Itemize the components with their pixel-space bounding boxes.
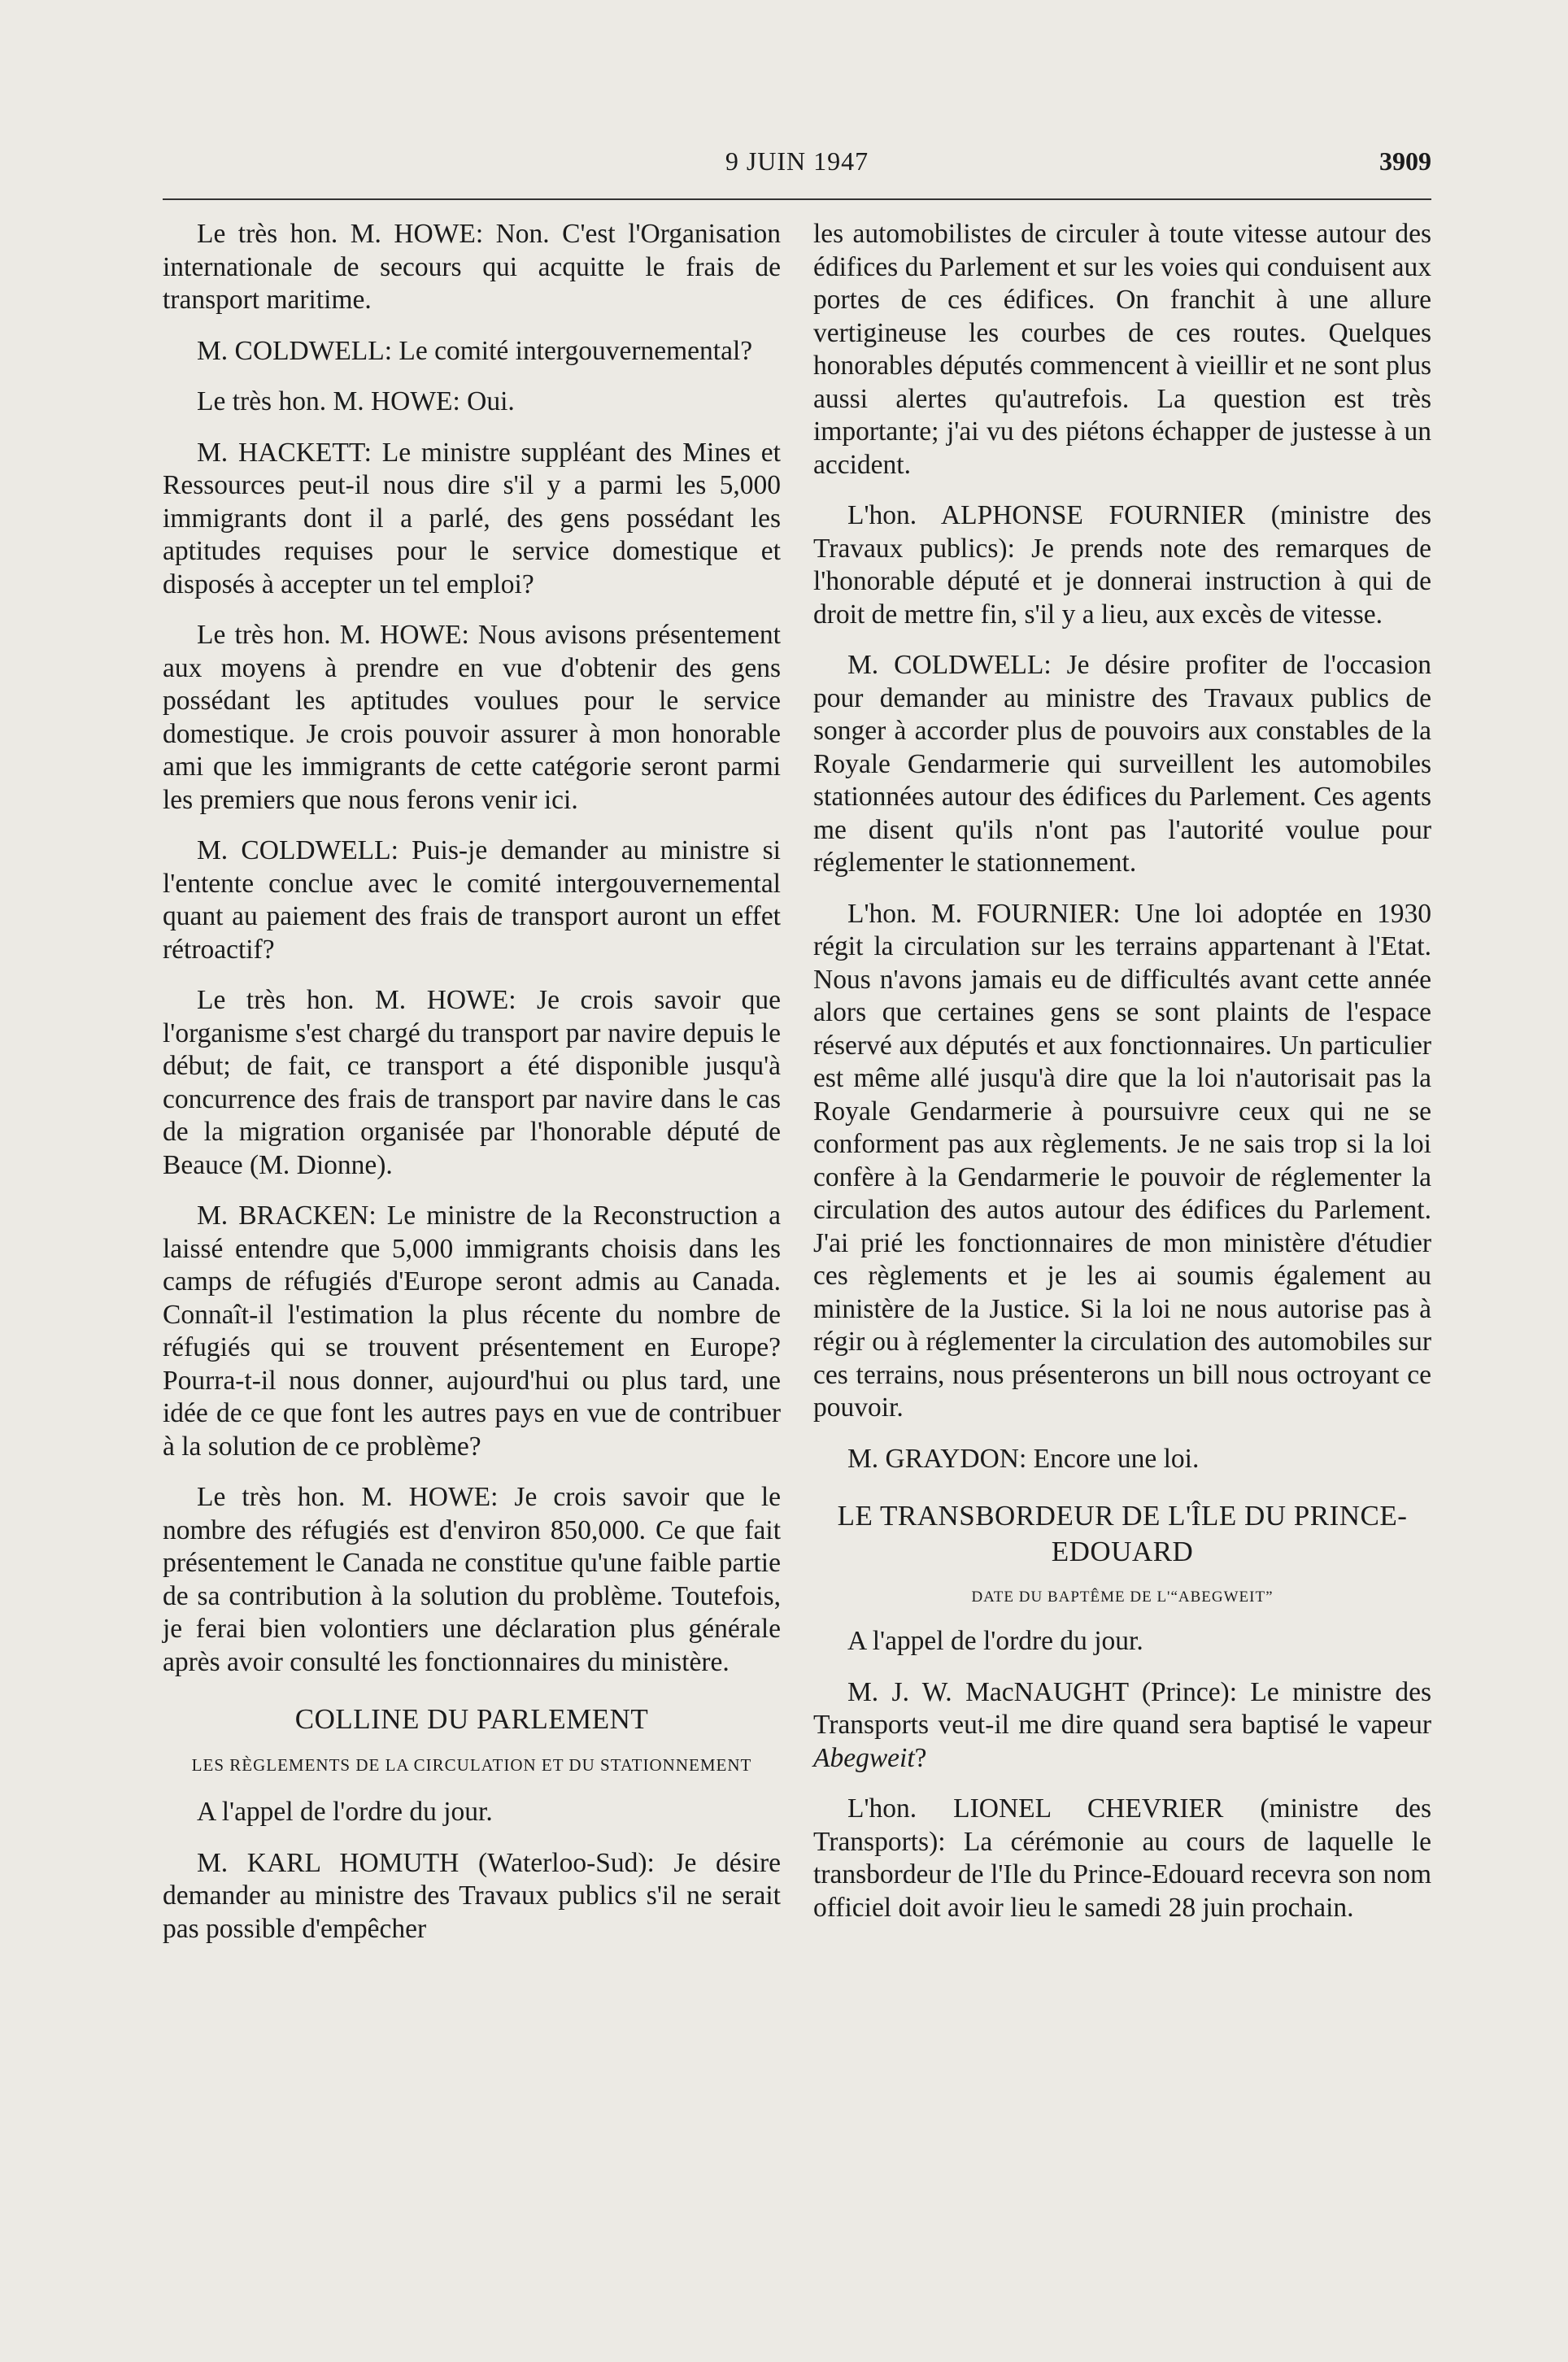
page-number: 3909 (1379, 146, 1431, 176)
paragraph: Le très hon. M. HOWE: Je crois savoir que l'organisme s'est chargé du transport par navire depuis le début; de fait, ce transport a été disponible jusqu'à concurrence des frais de transport par navire dans le cas de la migration organisée par l'honorable député de Beauce (M. Dionne). (163, 985, 781, 1180)
page-header (163, 146, 1431, 187)
paragraph: M. KARL HOMUTH (Waterloo-Sud): Je désire demander au ministre des Travaux publics s'il ne serait pas possible d'empêcher (163, 1847, 781, 1944)
paragraph: les automobilistes de circuler à toute vitesse autour des édifices du Parlement et sur les voies qui conduisent aux portes de ces édifices. On franchit à une allure vertigineuse les courbes de ces routes. Quelques honorables députés commencent à vieillir et ne sont plus aussi alertes qu'autrefois. La question est très importante; j'ai vu des piétons échapper de justesse à un accident. (813, 219, 1431, 480)
paragraph-text: M. J. W. MacNAUGHT (Prince): Le ministre des Transports veut-il me dire quand sera baptisé le vapeur (813, 1676, 1431, 1740)
section-heading: LE TRANSBORDEUR DE L'ÎLE DU PRINCE-EDOUARD (837, 1500, 1408, 1567)
paragraph: Le très hon. M. HOWE: Je crois savoir que le nombre des réfugiés est d'environ 850,000. Ce que fait présentement le Canada ne constitue qu'une faible partie de sa contribution à la solution du problème. Toutefois, je ferai bien volontiers une déclaration plus générale après avoir consulté les fonctionnaires du ministère. (163, 1482, 781, 1677)
paragraph: M. COLDWELL: Puis-je demander au ministre si l'entente conclue avec le comité intergouvernemental quant au paiement des frais de transport auront un effet rétroactif? (163, 835, 781, 965)
paragraph: M. COLDWELL: Le comité intergouvernemental? (197, 335, 753, 366)
ship-name: Abegweit (813, 1742, 915, 1773)
section-subheading: DATE DU BAPTÊME DE L'“ABEGWEIT” (971, 1588, 1274, 1606)
paragraph: Le très hon. M. HOWE: Oui. (197, 386, 515, 416)
header-date: 9 JUIN 1947 (725, 146, 869, 176)
paragraph: Le très hon. M. HOWE: Non. C'est l'Organisation internationale de secours qui acquitte le frais de transport maritime. (163, 219, 781, 315)
left-column (163, 218, 781, 1963)
right-column (813, 218, 1431, 1942)
paragraph: M. GRAYDON: Encore une loi. (847, 1443, 1200, 1474)
paragraph: M. BRACKEN: Le ministre de la Reconstruction a laissé entendre que 5,000 immigrants choisis dans les camps de réfugiés d'Europe seront admis au Canada. Connaît-il l'estimation la plus récente du nombre de réfugiés qui se trouvent présentement en Europe? Pourra-t-il nous donner, aujourd'hui ou plus tard, une idée de ce que font les autres pays en vue de contribuer à la solution de ce problème? (163, 1201, 781, 1462)
paragraph: L'hon. ALPHONSE FOURNIER (ministre des Travaux publics): Je prends note des remarques de l'honorable député et je donnerai instruction à qui de droit de mettre fin, s'il y a lieu, aux excès de vitesse. (813, 500, 1431, 630)
paragraph: M. HACKETT: Le ministre suppléant des Mines et Ressources peut-il nous dire s'il y a parmi les 5,000 immigrants dont il a parlé, des gens possédant les aptitudes requises pour le service domestique et disposés à accepter un tel emploi? (163, 437, 781, 599)
section-subheading: LES RÈGLEMENTS DE LA CIRCULATION ET DU STATIONNEMENT (191, 1755, 752, 1775)
paragraph-text: ? (914, 1742, 927, 1773)
paragraph: A l'appel de l'ordre du jour. (847, 1626, 1143, 1656)
paragraph (813, 1676, 1431, 1776)
section-heading: COLLINE DU PARLEMENT (294, 1703, 649, 1735)
paragraph: L'hon. M. FOURNIER: Une loi adoptée en 1930 régit la circulation sur les terrains appartenant à l'Etat. Nous n'avons jamais eu de difficultés avant cette année alors que certaines gens se sont plaints de l'espace réservé aux députés et aux fonctionnaires. Un particulier est même allé jusqu'à dire que la loi n'autorisait pas la Royale Gendarmerie à poursuivre ceux qui ne se conforment pas aux règlements. Je ne sais trop si la loi confère à la Gendarmerie le pouvoir de réglementer la circulation des autos autour des édifices du Parlement. J'ai prié les fonctionnaires de mon ministère d'étudier ces règlements et je les ai soumis également au ministère de la Justice. Si la loi ne nous autorise pas à régir ou à réglementer la circulation des automobiles sur ces terrains, nous présenterons un bill nous octroyant ce pouvoir. (813, 898, 1431, 1423)
header-rule (163, 198, 1431, 200)
paragraph: Le très hon. M. HOWE: Nous avisons présentement aux moyens à prendre en vue d'obtenir des gens possédant les aptitudes voulues pour le service domestique. Je crois pouvoir assurer à mon honorable ami que les immigrants de cette catégorie seront parmi les premiers que nous ferons venir ici. (163, 620, 781, 815)
paragraph: L'hon. LIONEL CHEVRIER (ministre des Transports): La cérémonie au cours de laquelle le transbordeur de l'Ile du Prince-Edouard recevra son nom officiel doit avoir lieu le samedi 28 juin prochain. (813, 1793, 1431, 1923)
paragraph: A l'appel de l'ordre du jour. (197, 1797, 493, 1827)
paragraph: M. COLDWELL: Je désire profiter de l'occasion pour demander au ministre des Travaux publics de songer à accorder plus de pouvoirs aux constables de la Royale Gendarmerie qui surveillent les automobiles stationnées autour des édifices du Parlement. Ces agents me disent qu'ils n'ont pas l'autorité voulue pour réglementer le stationnement. (813, 650, 1431, 878)
